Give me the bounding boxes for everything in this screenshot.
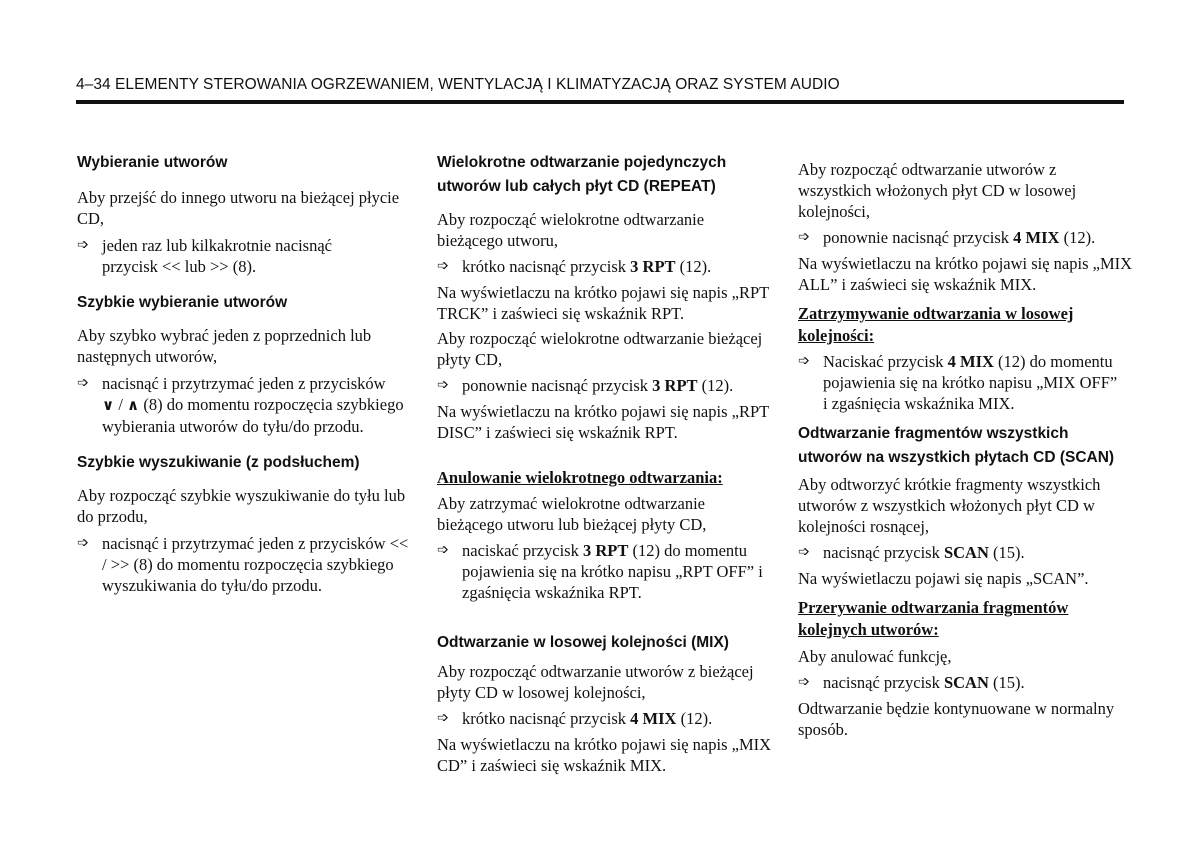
- key-label: 3 RPT: [630, 257, 676, 276]
- bullet-text: ponownie nacisnąć przycisk: [823, 228, 1010, 247]
- column-1: [77, 151, 409, 596]
- bullet-text: ponownie nacisnąć przycisk: [462, 376, 649, 395]
- section-heading: Wybieranie utworów: [77, 154, 228, 171]
- section-heading: Szybkie wybieranie utworów: [77, 294, 288, 311]
- key-label: 3 RPT: [652, 376, 698, 395]
- key-label: 4 MIX: [1013, 228, 1060, 247]
- bullet-text: nacisnąć i przytrzymać jeden z przycisków << / >> (8) do momentu rozpoczęcia szybkiego wyszukiwania do tyłu/do przodu.: [102, 534, 409, 595]
- paragraph: Aby rozpocząć odtwarzanie utworów z wszystkich włożonych płyt CD w losowej kolejności,: [798, 160, 1077, 221]
- bullet-text: nacisnąć przycisk: [823, 673, 940, 692]
- bullet-item: [798, 542, 1138, 563]
- paragraph: Aby rozpocząć wielokrotne odtwarzanie bieżącej płyty CD,: [437, 329, 763, 369]
- bullet-text: przycisk << lub >> (8).: [102, 257, 257, 276]
- bullet-item: [437, 540, 773, 603]
- paragraph: Na wyświetlaczu na krótko pojawi się napis „MIX ALL” i zaświeci się wskaźnik MIX.: [798, 254, 1133, 294]
- section-heading: Szybkie wyszukiwanie (z podsłuchem): [77, 454, 360, 471]
- bullet-item: [437, 256, 773, 277]
- key-label: 4 MIX: [630, 709, 677, 728]
- bullet-item: [437, 708, 773, 729]
- bullet-text: krótko nacisnąć przycisk: [462, 257, 627, 276]
- right-arrow-bullet-icon: ➩: [437, 258, 449, 274]
- section-heading: Zatrzymywanie odtwarzania w losowej kolejności:: [798, 304, 1074, 345]
- paragraph: Aby anulować funkcję,: [798, 647, 952, 666]
- header-rule: [76, 100, 1124, 104]
- section-heading: Anulowanie wielokrotnego odtwarzania:: [437, 468, 723, 487]
- right-arrow-bullet-icon: ➩: [437, 710, 449, 726]
- column-3: [798, 159, 1138, 740]
- bullet-item: [798, 351, 1138, 414]
- bullet-text: nacisnąć i przytrzymać jeden z przycisków: [102, 374, 386, 393]
- right-arrow-bullet-icon: ➩: [798, 544, 810, 560]
- chevron-down-icon: ∨: [102, 396, 115, 414]
- bullet-text: (12).: [680, 709, 713, 728]
- bullet-text: naciskać przycisk: [462, 541, 579, 560]
- section-heading: Odtwarzanie w losowej kolejności (MIX): [437, 634, 729, 651]
- key-label: SCAN: [943, 673, 989, 692]
- bullet-text: (12) do momentu pojawienia się na krótko napisu „RPT OFF” i zgaśnięcia wskaźnika RPT.: [462, 541, 763, 602]
- page-header: 4–34 ELEMENTY STEROWANIA OGRZEWANIEM, WENTYLACJĄ I KLIMATYZACJĄ ORAZ SYSTEM AUDIO: [76, 76, 840, 93]
- paragraph: Na wyświetlaczu na krótko pojawi się napis „RPT DISC” i zaświeci się wskaźnik RPT.: [437, 402, 769, 442]
- right-arrow-bullet-icon: ➩: [798, 674, 810, 690]
- bullet-text: (12) do momentu pojawienia się na krótko napisu „MIX OFF” i zgaśnięcia wskaźnika MIX.: [823, 352, 1118, 413]
- right-arrow-bullet-icon: ➩: [437, 377, 449, 393]
- bullet-text: jeden raz lub kilkakrotnie nacisnąć: [102, 236, 332, 255]
- paragraph: Odtwarzanie będzie kontynuowane w normalny sposób.: [798, 699, 1115, 739]
- key-label: SCAN: [943, 543, 989, 562]
- bullet-item: [77, 533, 409, 596]
- bullet-text: krótko nacisnąć przycisk: [462, 709, 627, 728]
- paragraph: Aby przejść do innego utworu na bieżącej płycie CD,: [77, 188, 400, 228]
- paragraph: Aby rozpocząć odtwarzanie utworów z bieżącej płyty CD w losowej kolejności,: [437, 662, 754, 702]
- bullet-text: (8) do momentu rozpoczęcia szybkiego wybierania utworów do tyłu/do przodu.: [102, 395, 404, 436]
- chevron-up-icon: ∧: [127, 396, 140, 414]
- paragraph: Na wyświetlaczu na krótko pojawi się napis „RPT TRCK” i zaświeci się wskaźnik RPT.: [437, 283, 769, 323]
- key-label: 4 MIX: [947, 352, 994, 371]
- paragraph: Aby odtworzyć krótkie fragmenty wszystkich utworów z wszystkich włożonych płyt CD w kolejności rosnącej,: [798, 475, 1101, 536]
- bullet-text: nacisnąć przycisk: [823, 543, 940, 562]
- right-arrow-bullet-icon: ➩: [77, 535, 89, 551]
- right-arrow-bullet-icon: ➩: [437, 542, 449, 558]
- bullet-text: (12).: [701, 376, 734, 395]
- bullet-text: (15).: [993, 543, 1025, 562]
- paragraph: Aby rozpocząć wielokrotne odtwarzanie bieżącego utworu,: [437, 210, 705, 250]
- bullet-text: (12).: [679, 257, 712, 276]
- bullet-item: [798, 672, 1138, 693]
- paragraph: Aby rozpocząć szybkie wyszukiwanie do tyłu lub do przodu,: [77, 486, 406, 526]
- right-arrow-bullet-icon: ➩: [798, 229, 810, 245]
- key-label: 3 RPT: [582, 541, 629, 560]
- bullet-text: (12).: [1063, 228, 1096, 247]
- right-arrow-bullet-icon: ➩: [77, 375, 89, 391]
- paragraph: Na wyświetlaczu pojawi się napis „SCAN”.: [798, 569, 1089, 588]
- paragraph: Aby szybko wybrać jeden z poprzednich lub następnych utworów,: [77, 326, 372, 366]
- bullet-item: [77, 373, 409, 437]
- separator: /: [118, 395, 123, 414]
- bullet-text: (15).: [993, 673, 1025, 692]
- paragraph: Na wyświetlaczu na krótko pojawi się napis „MIX CD” i zaświeci się wskaźnik MIX.: [437, 735, 772, 775]
- column-2: [437, 151, 773, 776]
- right-arrow-bullet-icon: ➩: [77, 237, 89, 253]
- bullet-item: [77, 235, 409, 277]
- bullet-item: [798, 227, 1138, 248]
- section-heading: Przerywanie odtwarzania fragmentów kolejnych utworów:: [798, 598, 1069, 639]
- right-arrow-bullet-icon: ➩: [798, 353, 810, 369]
- section-heading: Wielokrotne odtwarzanie pojedynczych utworów lub całych płyt CD (REPEAT): [437, 154, 727, 195]
- bullet-text: Naciskać przycisk: [823, 352, 944, 371]
- bullet-item: [437, 375, 773, 396]
- section-heading: Odtwarzanie fragmentów wszystkich utworów na wszystkich płytach CD (SCAN): [798, 425, 1115, 466]
- paragraph: Aby zatrzymać wielokrotne odtwarzanie bieżącego utworu lub bieżącej płyty CD,: [437, 494, 707, 534]
